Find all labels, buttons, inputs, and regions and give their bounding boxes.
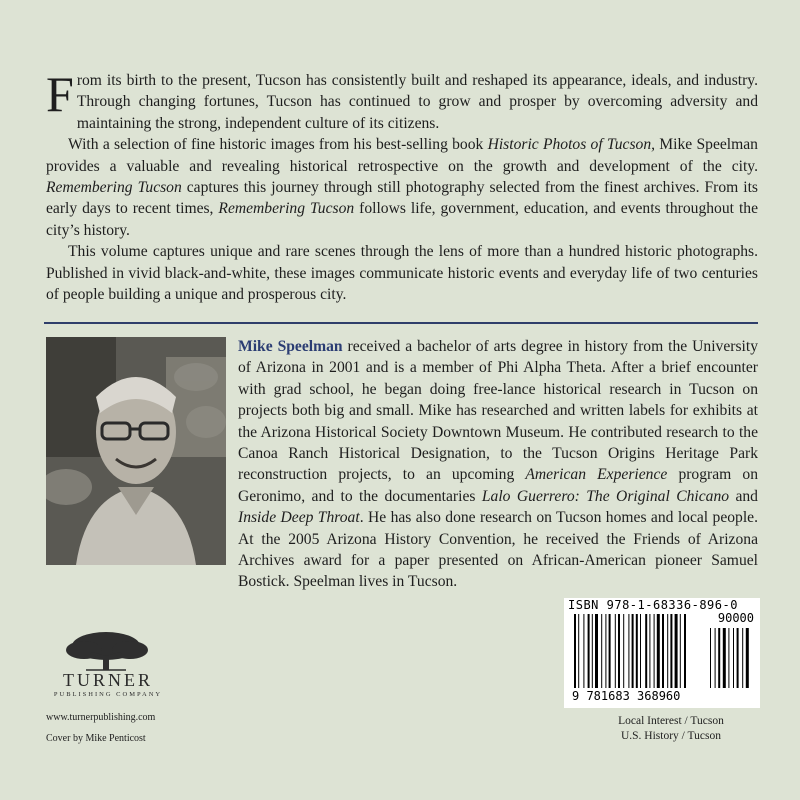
author-portrait-image (46, 337, 226, 565)
barcode-addon-bar (742, 628, 743, 688)
barcode-bar (615, 614, 616, 688)
bio-italic-inside-deep-throat: Inside Deep Throat (238, 509, 360, 527)
barcode-bar (583, 614, 584, 688)
book-title-remembering-1: Remembering Tucson (46, 179, 182, 197)
barcode-addon-bar (715, 628, 716, 688)
author-name: Mike Speelman (238, 338, 343, 355)
barcode-bar (605, 614, 606, 688)
category-secondary: U.S. History / Tucson (620, 730, 721, 742)
bio-text-1: received a bachelor of arts degree in history from the University of Arizona in 2001 and is a member of Phi Alpha Theta. After a brief encounter with grad school, he began doing free-lance historical research in Tucson on projects both big and small. Mike has researched and written labels for exhibits at the Arizona Historical Society Downtown Museum. He contributed research to the Canoa Ranch Historical Designation, to the Tucson Origins Heritage Park reconstruction projects, to an upcoming (238, 338, 758, 484)
publisher-url: www.turnerpublishing.com (46, 712, 156, 723)
barcode-bar (684, 614, 686, 688)
book-title-historic-photos: Historic Photos of Tucson, (487, 136, 656, 154)
barcode-bar (675, 614, 678, 688)
book-categories (596, 714, 746, 744)
barcode-bar (654, 614, 655, 688)
barcode-addon-bar (728, 628, 729, 688)
barcode-digits: 9 781683 368960 (572, 689, 681, 703)
barcode-bar (640, 614, 641, 688)
barcode-bar (649, 614, 650, 688)
barcode-bar (588, 614, 590, 688)
publisher-subtitle: PUBLISHING COMPANY (53, 691, 163, 698)
barcode-addon-bar (723, 628, 726, 688)
barcode-bar (657, 614, 660, 688)
bio-text-2: program on Geronimo, and to the documentaries (238, 466, 759, 505)
book-title-remembering-2: Remembering Tucson (218, 200, 355, 218)
barcode-addon-bar (733, 628, 734, 688)
price-code: 90000 (717, 611, 754, 625)
barcode-bar (662, 614, 664, 688)
barcode-bar (623, 614, 624, 688)
barcode-box (564, 598, 760, 708)
publisher-name: TURNER (63, 670, 153, 690)
barcode-addon-bar (710, 628, 711, 688)
barcode-bar (667, 614, 668, 688)
blurb-p2-text-a: With a selection of fine historic images from his best-selling book (68, 136, 488, 154)
barcode-addon-bar (718, 628, 720, 688)
author-bio (238, 336, 758, 593)
bio-italic-american-experience: American Experience (525, 466, 668, 484)
cover-credit: Cover by Mike Penticost (46, 733, 146, 744)
barcode-bar (578, 614, 579, 688)
barcode-addon-bar (746, 628, 749, 688)
bio-paragraph (238, 336, 758, 593)
barcode-bar (618, 614, 620, 688)
barcode-bar (601, 614, 602, 688)
barcode-bar (595, 614, 598, 688)
barcode-bar (632, 614, 634, 688)
blurb-p2-text-e: captures this journey through still photography selected from the finest archives. From its early days to recent times, (46, 179, 758, 218)
barcode-bar (628, 614, 629, 688)
author-photo (46, 337, 226, 565)
barcode-bar (645, 614, 647, 688)
barcode-bar (670, 614, 672, 688)
blurb-p1-text: rom its birth to the present, Tucson has consistently built and reshaped its appearance, ideals, and industry. Through changing fortunes, Tucson has continued to grow and prosper by overcoming adversity and maintaining the strong, independent culture of its citizens. (76, 72, 758, 132)
drop-cap: F (46, 66, 74, 122)
blurb-paragraph-3: This volume captures unique and rare scenes through the lens of more than a hundred historic photographs. Published in vivid black-and-white, these images communicate historic events and everyday life of two centuries of people building a unique and prosperous city. (46, 243, 758, 304)
book-blurb (46, 66, 758, 305)
bio-text-4: . He has also done research on Tucson homes and local people. At the 2005 Arizona History Convention, he received the Friends of Arizona Archives award for a paper presented on African-American pioneer Samuel Bostick. Speelman lives in Tucson. (238, 509, 758, 591)
blurb-paragraph-1 (46, 66, 758, 134)
barcode-bar (574, 614, 576, 688)
barcode-bar (680, 614, 681, 688)
blurb-paragraph-2 (46, 134, 758, 241)
section-divider (44, 322, 758, 324)
isbn-text: ISBN 978-1-68336-896-0 (568, 598, 738, 612)
barcode-bar (609, 614, 611, 688)
bio-italic-lalo-guerrero: Lalo Guerrero: The Original Chicano (481, 487, 730, 505)
barcode-bar (636, 614, 638, 688)
barcode-addon-bar (737, 628, 739, 688)
blurb-p2-text-g: follows life, government, education, and events throughout the city’s history. (46, 200, 758, 239)
bio-text-3: and (729, 487, 758, 505)
blurb-p2-text-c: Mike Speelman provides a valuable and revealing historical retrospective on the growth and development of the city. (46, 136, 758, 175)
category-primary: Local Interest / Tucson (618, 715, 724, 727)
barcode-bar (592, 614, 593, 688)
